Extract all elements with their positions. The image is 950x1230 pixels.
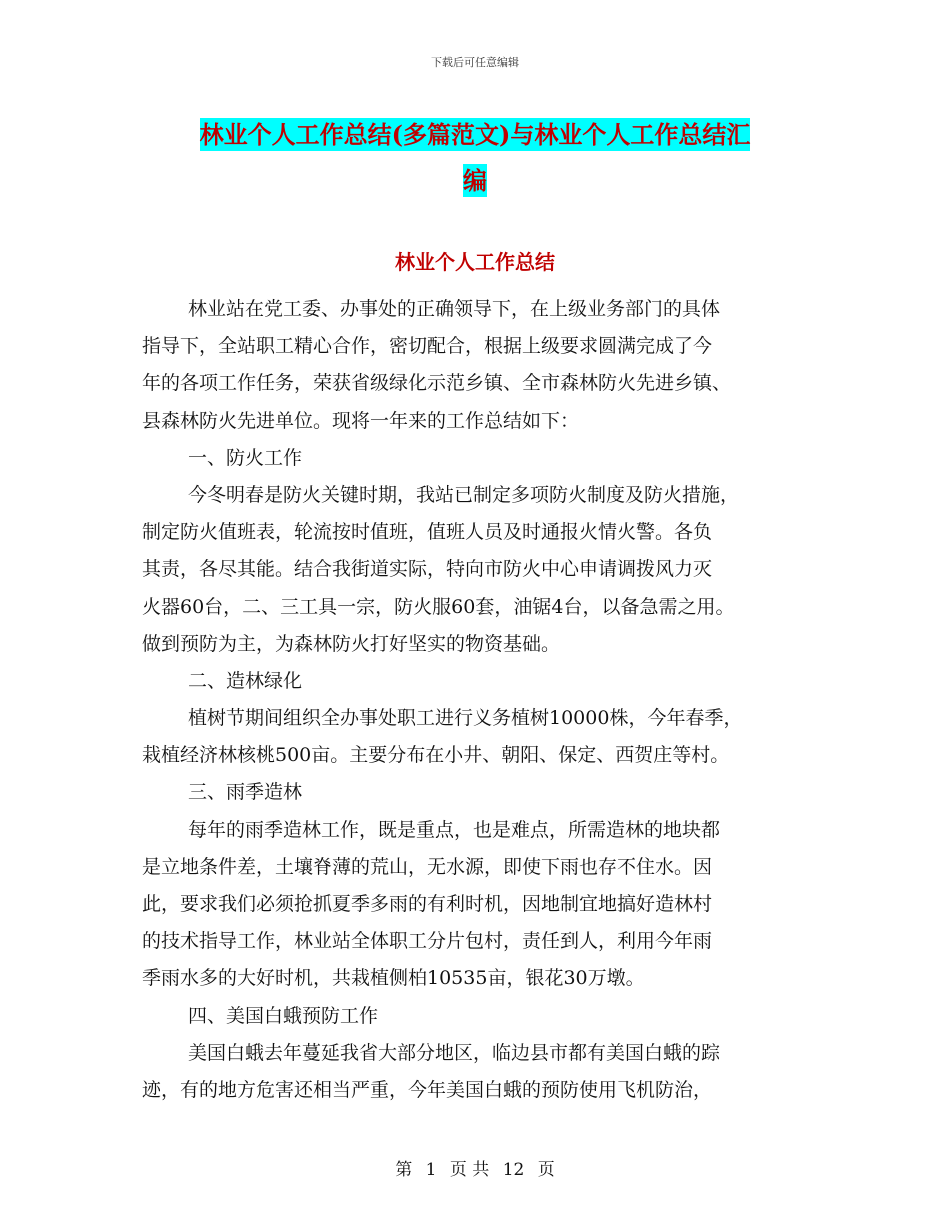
text-line: 季雨水多的大好时机，共栽植侧柏10535亩，银花30万墩。 (142, 967, 645, 990)
text-line: 栽植经济林核桃500亩。主要分布在小井、朝阳、保定、西贺庄等村。 (142, 744, 730, 767)
body-text (142, 291, 832, 1109)
text-line: 植树节期间组织全办事处职工进行义务植树10000株，今年春季， (188, 707, 743, 730)
footer-prefix: 第 (395, 1160, 413, 1180)
document-title (0, 112, 950, 204)
footer-page-number: 1 (425, 1160, 437, 1180)
text-line: 指导下，全站职工精心合作，密切配合，根据上级要求圆满完成了今 (142, 335, 713, 358)
text-line: 做到预防为主，为森林防火打好坚实的物资基础。 (142, 632, 561, 655)
header-note: 下载后可任意编辑 (431, 56, 519, 69)
footer-mid: 页 共 (449, 1160, 490, 1180)
text-line: 每年的雨季造林工作，既是重点，也是难点，所需造林的地块都 (188, 818, 721, 841)
text-line: 迹，有的地方危害还相当严重，今年美国白蛾的预防使用飞机防治， (142, 1078, 713, 1101)
document-title-line-1: 林业个人工作总结(多篇范文)与林业个人工作总结汇 (199, 120, 751, 149)
subheading: 二、造林绿化 (188, 669, 303, 692)
text-line: 火器60台，二、三工具一宗，防火服60套，油锯4台，以备急需之用。 (142, 595, 735, 618)
text-line: 林业站在党工委、办事处的正确领导下，在上级业务部门的具体 (188, 298, 721, 320)
subheading: 四、美国白蛾预防工作 (188, 1004, 379, 1027)
footer-total-pages: 12 (502, 1160, 525, 1180)
text-line: 今冬明春是防火关键时期，我站已制定多项防火制度及防火措施， (188, 483, 740, 506)
document-title-line-2: 编 (463, 166, 487, 195)
subheading: 一、防火工作 (188, 446, 303, 469)
subheading: 三、雨季造林 (188, 781, 303, 804)
text-line: 是立地条件差，土壤脊薄的荒山，无水源，即使下雨也存不住水。因 (142, 855, 713, 878)
text-line: 此，要求我们必须抢抓夏季多雨的有利时机，因地制宜地搞好造林村 (142, 893, 713, 915)
text-line: 其责，各尽其能。结合我街道实际，特向市防火中心申请调拨风力灭 (142, 558, 713, 581)
text-line: 县森林防火先进单位。现将一年来的工作总结如下： (142, 409, 580, 432)
page-footer (0, 1155, 950, 1180)
text-line: 制定防火值班表，轮流按时值班，值班人员及时通报火情火警。各负 (142, 521, 713, 544)
text-line: 的技术指导工作，林业站全体职工分片包村，责任到人，利用今年雨 (142, 930, 713, 953)
section-title: 林业个人工作总结 (395, 250, 555, 274)
text-line: 美国白蛾去年蔓延我省大部分地区，临边县市都有美国白蛾的踪 (188, 1041, 721, 1064)
footer-suffix: 页 (537, 1160, 555, 1180)
text-line: 年的各项工作任务，荣获省级绿化示范乡镇、全市森林防火先进乡镇、 (142, 372, 732, 395)
